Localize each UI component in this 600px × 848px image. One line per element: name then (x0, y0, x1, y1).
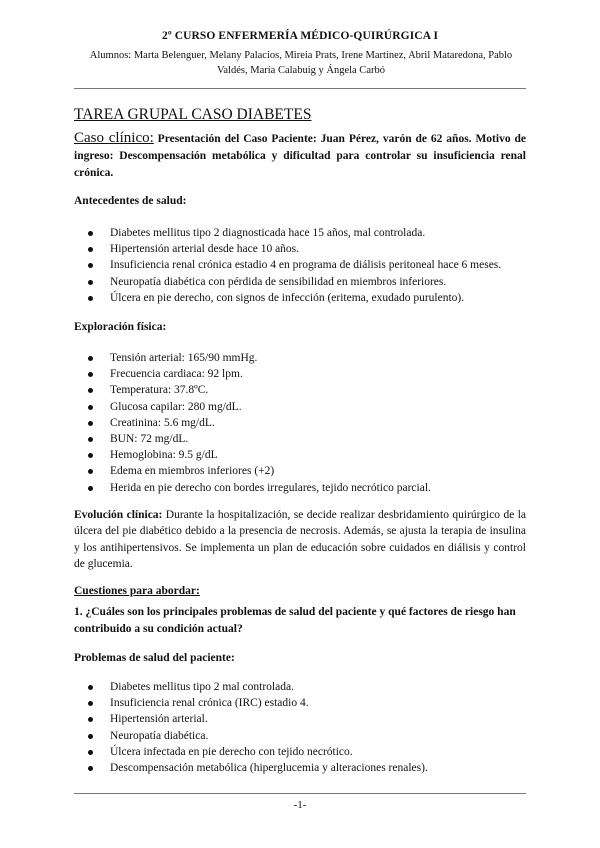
bullet-icon (88, 766, 93, 771)
course-header: 2º CURSO ENFERMERÍA MÉDICO-QUIRÚRGICA I (161, 30, 439, 42)
page-number: -1- (293, 799, 307, 811)
list-item: Tensión arterial: 165/90 mmHg. (74, 350, 526, 366)
bullet-icon (88, 296, 93, 301)
evolucion-label: Evolución clínica: (74, 509, 163, 521)
question-1: 1. ¿Cuáles son los principales problemas de salud del paciente y qué factores de riesgo han contribuido a su condición actual? (74, 606, 516, 635)
list-item: Úlcera infectada en pie derecho con tejido necrótico. (74, 744, 526, 760)
antecedentes-list (74, 225, 526, 306)
list-item: BUN: 72 mg/dL. (74, 431, 526, 447)
list-item: Temperatura: 37.8ºC. (74, 382, 526, 398)
list-item: Insuficiencia renal crónica (IRC) estadio 4. (74, 695, 526, 711)
problemas-heading: Problemas de salud del paciente: (74, 652, 235, 664)
list-item: Úlcera en pie derecho, con signos de infección (eritema, exudado purulento). (74, 290, 526, 306)
exploracion-heading: Exploración física: (74, 321, 167, 333)
bullet-icon (88, 717, 93, 722)
list-item: Hipertensión arterial desde hace 10 años. (74, 241, 526, 257)
list-item: Glucosa capilar: 280 mg/dL. (74, 399, 526, 415)
exploracion-list (74, 350, 526, 496)
document-title: TAREA GRUPAL CASO DIABETES (74, 106, 312, 123)
bullet-icon (88, 247, 93, 252)
bullet-icon (88, 372, 93, 377)
bullet-icon (88, 453, 93, 458)
bullet-icon (88, 231, 93, 236)
evolucion-text: Durante la hospitalización, se decide realizar desbridamiento quirúrgico de la úlcera del pie diabético debido a la presencia de necrosis. Además, se ajusta la terapia de insulina y los antihipertensivos. Se implementa un plan de educación sobre cuidados en diálisis y control de glucemia. (74, 509, 526, 570)
bullet-icon (88, 734, 93, 739)
case-paragraph (74, 130, 526, 182)
list-item: Frecuencia cardiaca: 92 lpm. (74, 366, 526, 382)
footer-divider (74, 793, 526, 794)
bullet-icon (88, 486, 93, 491)
bullet-icon (88, 405, 93, 410)
bullet-icon (88, 469, 93, 474)
case-label: Caso clínico: (74, 130, 154, 146)
cuestiones-heading: Cuestiones para abordar: (74, 585, 200, 597)
list-item: Hipertensión arterial. (74, 711, 526, 727)
list-item: Neuropatía diabética con pérdida de sensibilidad en miembros inferiores. (74, 274, 526, 290)
bullet-icon (88, 388, 93, 393)
list-item: Insuficiencia renal crónica estadio 4 en programa de diálisis peritoneal hace 6 meses. (74, 257, 526, 273)
list-item: Descompensación metabólica (hiperglucemia y alteraciones renales). (74, 760, 526, 776)
list-item: Edema en miembros inferiores (+2) (74, 463, 526, 479)
list-item: Neuropatía diabética. (74, 728, 526, 744)
bullet-icon (88, 356, 93, 361)
header-divider (74, 88, 526, 89)
bullet-icon (88, 421, 93, 426)
bullet-icon (88, 437, 93, 442)
bullet-icon (88, 685, 93, 690)
list-item: Herida en pie derecho con bordes irregulares, tejido necrótico parcial. (74, 480, 526, 496)
bullet-icon (88, 263, 93, 268)
case-text: Presentación del Caso Paciente: Juan Pérez, varón de 62 años. Motivo de ingreso: Descompensación metabólica y dificultad para controlar su insuficiencia renal crónica. (74, 133, 526, 179)
authors-line: Alumnos: Marta Belenguer, Melany Palacios, Mireia Prats, Irene Martínez, Abril Mataredona, Pablo Valdés, María Calabuig y Ángela Carbó (89, 50, 513, 76)
list-item: Creatinina: 5.6 mg/dL. (74, 415, 526, 431)
problemas-list (74, 679, 526, 776)
bullet-icon (88, 701, 93, 706)
list-item: Diabetes mellitus tipo 2 diagnosticada hace 15 años, mal controlada. (74, 225, 526, 241)
bullet-icon (88, 750, 93, 755)
antecedentes-heading: Antecedentes de salud: (74, 195, 187, 207)
list-item: Hemoglobina: 9.5 g/dL (74, 447, 526, 463)
bullet-icon (88, 280, 93, 285)
list-item: Diabetes mellitus tipo 2 mal controlada. (74, 679, 526, 695)
evolucion-paragraph (74, 507, 526, 572)
